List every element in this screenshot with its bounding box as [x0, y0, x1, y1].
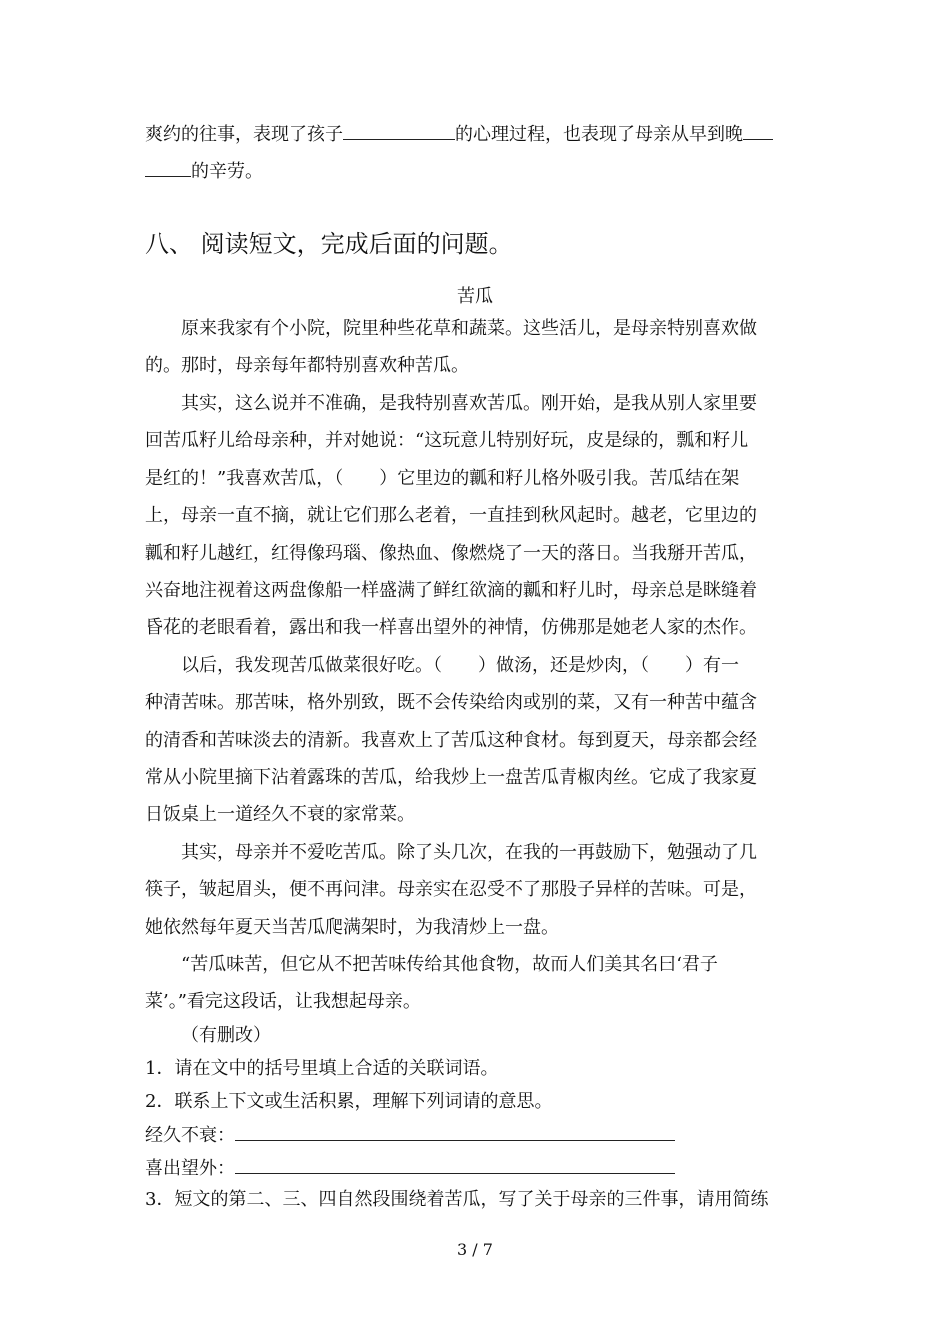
- text-segment: 的心理过程，也表现了母亲从早到晚: [455, 124, 743, 145]
- paragraph-line: 兴奋地注视着这两盘像船一样盛满了鲜红欲滴的瓤和籽儿时，母亲总是眯缝着: [145, 580, 757, 601]
- source-note: （有删改）: [181, 1025, 271, 1046]
- question-2: 2．联系上下文或生活积累，理解下列词请的意思。: [145, 1091, 553, 1112]
- story-title: 苦瓜: [457, 286, 493, 307]
- paragraph-line: 菜’。”看完这段话，让我想起母亲。: [145, 991, 421, 1012]
- paragraph-line: 其实，这么说并不准确，是我特别喜欢苦瓜。刚开始，是我从别人家里要: [181, 393, 757, 414]
- answer-line[interactable]: [235, 1155, 675, 1174]
- text-line: [145, 158, 805, 185]
- answer-line[interactable]: [235, 1122, 675, 1141]
- paragraph-line: 种清苦味。那苦味，格外别致，既不会传染给肉或别的菜，又有一种苦中蕴含: [145, 692, 757, 713]
- question-1: 1．请在文中的括号里填上合适的关联词语。: [145, 1058, 499, 1079]
- text-segment: 的辛劳。: [191, 161, 263, 182]
- paragraph-line: 上，母亲一直不摘，就让它们那么老着，一直挂到秋风起时。越老，它里边的: [145, 505, 757, 526]
- question-2a: [145, 1122, 805, 1149]
- paragraph-line: 昏花的老眼看着，露出和我一样喜出望外的神情，仿佛那是她老人家的杰作。: [145, 617, 757, 638]
- paragraph-line: 瓤和籽儿越红，红得像玛瑙、像热血、像燃烧了一天的落日。当我掰开苦瓜，: [145, 543, 757, 564]
- paragraph-line: 回苦瓜籽儿给母亲种，并对她说：“这玩意儿特别好玩，皮是绿的，瓢和籽儿: [145, 430, 749, 451]
- question-2b: [145, 1155, 805, 1182]
- paragraph-line: 的。那时，母亲每年都特别喜欢种苦瓜。: [145, 355, 469, 376]
- paragraph-line: “苦瓜味苦，但它从不把苦味传给其他食物，故而人们美其名曰‘君子: [181, 954, 718, 975]
- question-3: 3．短文的第二、三、四自然段围绕着苦瓜，写了关于母亲的三件事，请用简练: [145, 1189, 769, 1210]
- section-heading: 八、 阅读短文，完成后面的问题。: [145, 230, 513, 258]
- paragraph-line: 日饭桌上一道经久不衰的家常菜。: [145, 804, 415, 825]
- term-label: 经久不衰：: [145, 1125, 235, 1146]
- page-number: 3 / 7: [457, 1240, 493, 1259]
- paragraph-line: 常从小院里摘下沾着露珠的苦瓜，给我炒上一盘苦瓜青椒肉丝。它成了我家夏: [145, 767, 757, 788]
- text-line: [145, 121, 805, 148]
- answer-blank[interactable]: [743, 121, 773, 140]
- paragraph-line: 以后，我发现苦瓜做菜很好吃。（ ）做汤，还是炒肉，（ ）有一: [181, 655, 739, 676]
- paragraph-line: 的清香和苦味淡去的清新。我喜欢上了苦瓜这种食材。每到夏天，母亲都会经: [145, 730, 757, 751]
- text-segment: 爽约的往事，表现了孩子: [145, 124, 343, 145]
- term-label: 喜出望外：: [145, 1158, 235, 1179]
- answer-blank[interactable]: [343, 121, 455, 140]
- answer-blank[interactable]: [145, 158, 191, 177]
- paragraph-line: 其实，母亲并不爱吃苦瓜。除了头几次，在我的一再鼓励下，勉强动了几: [181, 842, 757, 863]
- paragraph-line: 她依然每年夏天当苦瓜爬满架时，为我清炒上一盘。: [145, 917, 559, 938]
- paragraph-line: 原来我家有个小院，院里种些花草和蔬菜。这些活儿，是母亲特别喜欢做: [181, 318, 757, 339]
- paragraph-line: 筷子，皱起眉头，便不再问津。母亲实在忍受不了那股子异样的苦味。可是，: [145, 879, 757, 900]
- paragraph-line: 是红的！”我喜欢苦瓜，（ ）它里边的瓤和籽儿格外吸引我。苦瓜结在架: [145, 468, 740, 489]
